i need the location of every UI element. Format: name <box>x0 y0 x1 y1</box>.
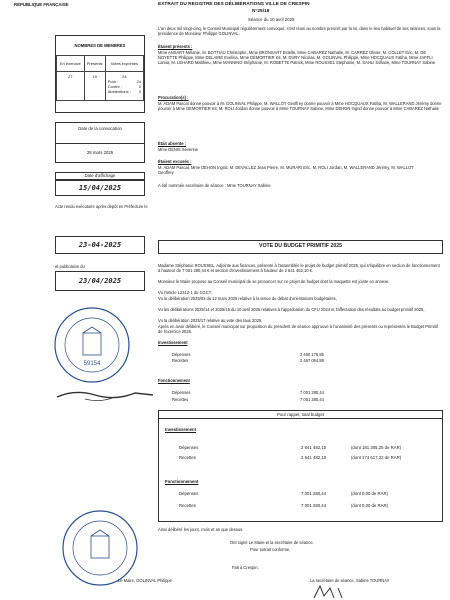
vote-title-box <box>158 240 443 254</box>
executoire-date: 23-04-2025 <box>78 241 122 249</box>
header-en-exercice: En exercice <box>57 56 85 72</box>
value-votes-exprimes: 24 <box>122 74 127 80</box>
rappel-invest-dep-value: 2 641 482,10 <box>301 445 327 450</box>
procurations-title: Procuration(s) : <box>158 95 189 100</box>
excuses-title: Étaient excusés : <box>158 159 192 164</box>
rappel-invest-rec-note: (dont 174 617,22 de RAR) <box>351 455 402 460</box>
vote-title: VOTE DU BUDGET PRIMITIF 2025 <box>258 243 342 249</box>
members-title: NOMBRES DE MEMBRES <box>74 43 126 48</box>
rappel-title: Pour rappel, total budget <box>276 412 325 417</box>
affichage-box <box>55 172 145 180</box>
document-title: EXTRAIT DU REGISTRE DES DÉLIBÉRATIONS VILLE DE CRESPIN <box>158 2 310 7</box>
fonctionnement-title: Fonctionnement <box>158 378 190 383</box>
convocation-date-box <box>55 143 145 163</box>
affichage-date-box <box>55 180 145 196</box>
members-box <box>55 35 145 113</box>
republique-label: RÉPUBLIQUE FRANÇAISE <box>14 2 69 7</box>
rappel-invest-title: Investissement <box>165 427 197 432</box>
header-votes-exprimes: Votes exprimés <box>105 56 143 72</box>
publication-label: et publication du <box>55 264 85 269</box>
excuses-list: M. ADAM Pascal, Mme DEHON Ingrid, M. DEVALLEZ Jean Pierre, M. MURARI Eric, M. ROLI Jordan, M. WALLERAND Jérémy, M. WALLOT Geoffrey <box>158 165 414 176</box>
fonct-recettes-label: Recettes <box>172 397 189 402</box>
closing-line-1: Ainsi délibéré les jours, mois et an que dessus. <box>158 527 244 532</box>
vote-pour-value: 24 <box>136 79 141 85</box>
fait-a: Fait à Crespin, <box>232 565 259 570</box>
closing-line-3: Pour extrait conforme, <box>250 547 291 552</box>
executoire-date-box <box>55 236 145 254</box>
value-presents: 19 <box>84 72 105 101</box>
header-presents: Présents <box>84 56 105 72</box>
rappel-invest-rec-value: 2 641 482,10 <box>301 455 327 460</box>
invest-recettes-label: Recettes <box>172 358 189 363</box>
convocation-label: Date de la convocation <box>78 126 122 131</box>
vote-pour-label: Pour : <box>107 79 119 85</box>
rappel-fonct-rec-note: (dont 0,00 de RAR) <box>351 503 389 508</box>
rappel-fonct-dep-label: Dépenses <box>179 491 199 496</box>
body-paragraph-5: Vu les délibérations 2025/14 et 2025/15 du 10 avril 2025 relatives à l'approbation du CFU 2024 et l'affectation des résultats au budget primitif 2025, <box>158 307 425 312</box>
rappel-box <box>158 410 443 522</box>
procurations-list: M. ADAM Pascal donne pouvoir à M. GOLINVAL Philippe, M. WALLOT Geoffrey donne pouvoir à Mme HOCQUAUX Fatiha, M. WALLERAND Jérémy donne pouvoir à Mme DEMORTIER Kit, M. ROLI Jordan donne pouvoir à Mme TOURNAY Sabine, Mme DEHON Ingrid donne pouvoir à Mme CABAREZ Nathalie <box>158 101 442 112</box>
fonct-depenses-value: 7 001 280,44 <box>300 390 324 395</box>
body-paragraph-6: Vu la délibération 2025/17 relative au vote des taux 2025, <box>158 318 263 323</box>
deliberation-number: N°25/18 <box>252 9 270 14</box>
rappel-invest-dep-note: (dont 181 305,25 de RAR) <box>351 445 402 450</box>
mairie-stamp-bottom <box>60 508 140 588</box>
stamp-code: 59154 <box>83 361 101 367</box>
secretaire-signature-mark <box>310 584 350 600</box>
signature-scribble <box>55 385 155 405</box>
rappel-fonct-dep-note: (dont 0,00 de RAR) <box>351 491 389 496</box>
vote-abstention-label: Abstentions : <box>107 89 131 95</box>
convocation-date: 28 mars 2025 <box>86 150 114 155</box>
body-paragraph-3: Vu l'article L2312-1 du CGCT, <box>158 290 212 295</box>
vote-contre-value: 0 <box>138 84 141 90</box>
investissement-title: Investissement <box>158 340 188 345</box>
value-en-exercice: 27 <box>57 72 85 101</box>
convocation-box <box>55 122 145 144</box>
vote-contre-label: Contre : <box>107 84 122 90</box>
invest-recettes-value: 2 467 064,88 <box>300 358 324 363</box>
invest-depenses-label: Dépenses <box>172 352 191 357</box>
rappel-fonct-rec-value: 7 001 280,44 <box>301 503 327 508</box>
vote-abstention-value: 0 <box>138 89 141 95</box>
publication-date-box <box>55 271 145 291</box>
rappel-invest-rec-label: Recettes <box>179 455 196 460</box>
vote-abstention-row <box>106 89 143 94</box>
signature-secretaire: La secrétaire de séance, Sabine TOURNAY <box>310 578 390 583</box>
seance-date: Séance du 10 avril 2025 <box>248 17 295 22</box>
affichage-date: 15/04/2025 <box>78 184 122 192</box>
rappel-fonct-title: Fonctionnement <box>165 479 199 484</box>
affichage-label: Date d'affichage <box>84 173 116 178</box>
body-paragraph-4: Vu la délibération 2025/03 du 12 mars 2025 relative à la tenue du débat d'orientations budgétaires, <box>158 296 337 301</box>
members-table <box>56 55 144 101</box>
fonct-depenses-label: Dépenses <box>172 390 191 395</box>
rappel-fonct-dep-value: 7 001 280,44 <box>301 491 327 496</box>
rappel-fonct-rec-label: Recettes <box>179 503 196 508</box>
rappel-invest-dep-label: Dépenses <box>179 445 199 450</box>
absente-name: Mme DENIS Séverine <box>158 147 199 152</box>
body-paragraph-2: Monsieur le Maire propose au Conseil municipal de se prononcer sur ce projet de budget dont la maquette est jointe en annexe. <box>158 279 390 284</box>
presents-list: Mme ANSART Mélanie, M. BOTTIAU Christophe, Mme BRONSART Estelle, Mme CABAREZ Nathalie, M. CARREZ Olivier, M. COLLET Eric, M. DE NOYETTE Philippe, Mme DELAIRE Evelina, Mme DEMORTIER Kit, M. DURY Nicolas, M. GOLINVAL Philippe, Mme HOCQUAUX Fatiha, Mme JAFFLI Lamia, M. LEHARD Matthieu, Mme MANNINO Stéphanie, M. ROBETTE Patrick, Mme ROUSSEL Stéphanie, M. SAHLI Sofiane, Mme TOURNAY Sabine <box>158 50 436 66</box>
body-paragraph-7: Après en avoir délibéré, le Conseil municipal sur proposition du président de séance approuve à l'unanimité des présents ou représentés le Budget Primitif de l'exercice 2025. <box>158 324 438 335</box>
mairie-stamp <box>52 305 132 385</box>
absente-title: Était absente : <box>158 141 186 146</box>
presents-title: Étaient présents : <box>158 44 193 49</box>
intro-paragraph: L'an deux mil vingt-cinq, le Conseil Municipal régulièrement convoqué, s'est réuni au nombre prescrit par la loi, dans le lieu habituel de ses séances, sous la présidence de Monsieur Philippe GOLINVAL. <box>158 26 441 37</box>
fonct-recettes-value: 7 001 280,44 <box>300 397 324 402</box>
signature-maire: Le Maire, GOLINVAL Philippe <box>118 578 172 583</box>
closing-line-2: Ont signé Le Maire et la secrétaire de séance. <box>230 540 314 545</box>
secretaire-line: A été nommée secrétaire de séance : Mme TOURNAY Sabine <box>158 183 271 188</box>
body-paragraph-1: Madame Stéphanie ROUSSEL, Adjointe aux finances, présente à l'assemblée le projet de budget primitif 2025, qui s'équilibre en section de fonctionnement à hauteur de 7 001 280,44 € et section d'investissement à hauteur de 2 641 482,10 €. <box>158 263 440 274</box>
votes-cell <box>105 72 143 101</box>
publication-date: 23/04/2025 <box>78 277 122 285</box>
executoire-label: Acte rendu exécutoire après dépôt en Préfecture le <box>55 204 148 209</box>
invest-depenses-value: 2 460 176,85 <box>300 352 324 357</box>
